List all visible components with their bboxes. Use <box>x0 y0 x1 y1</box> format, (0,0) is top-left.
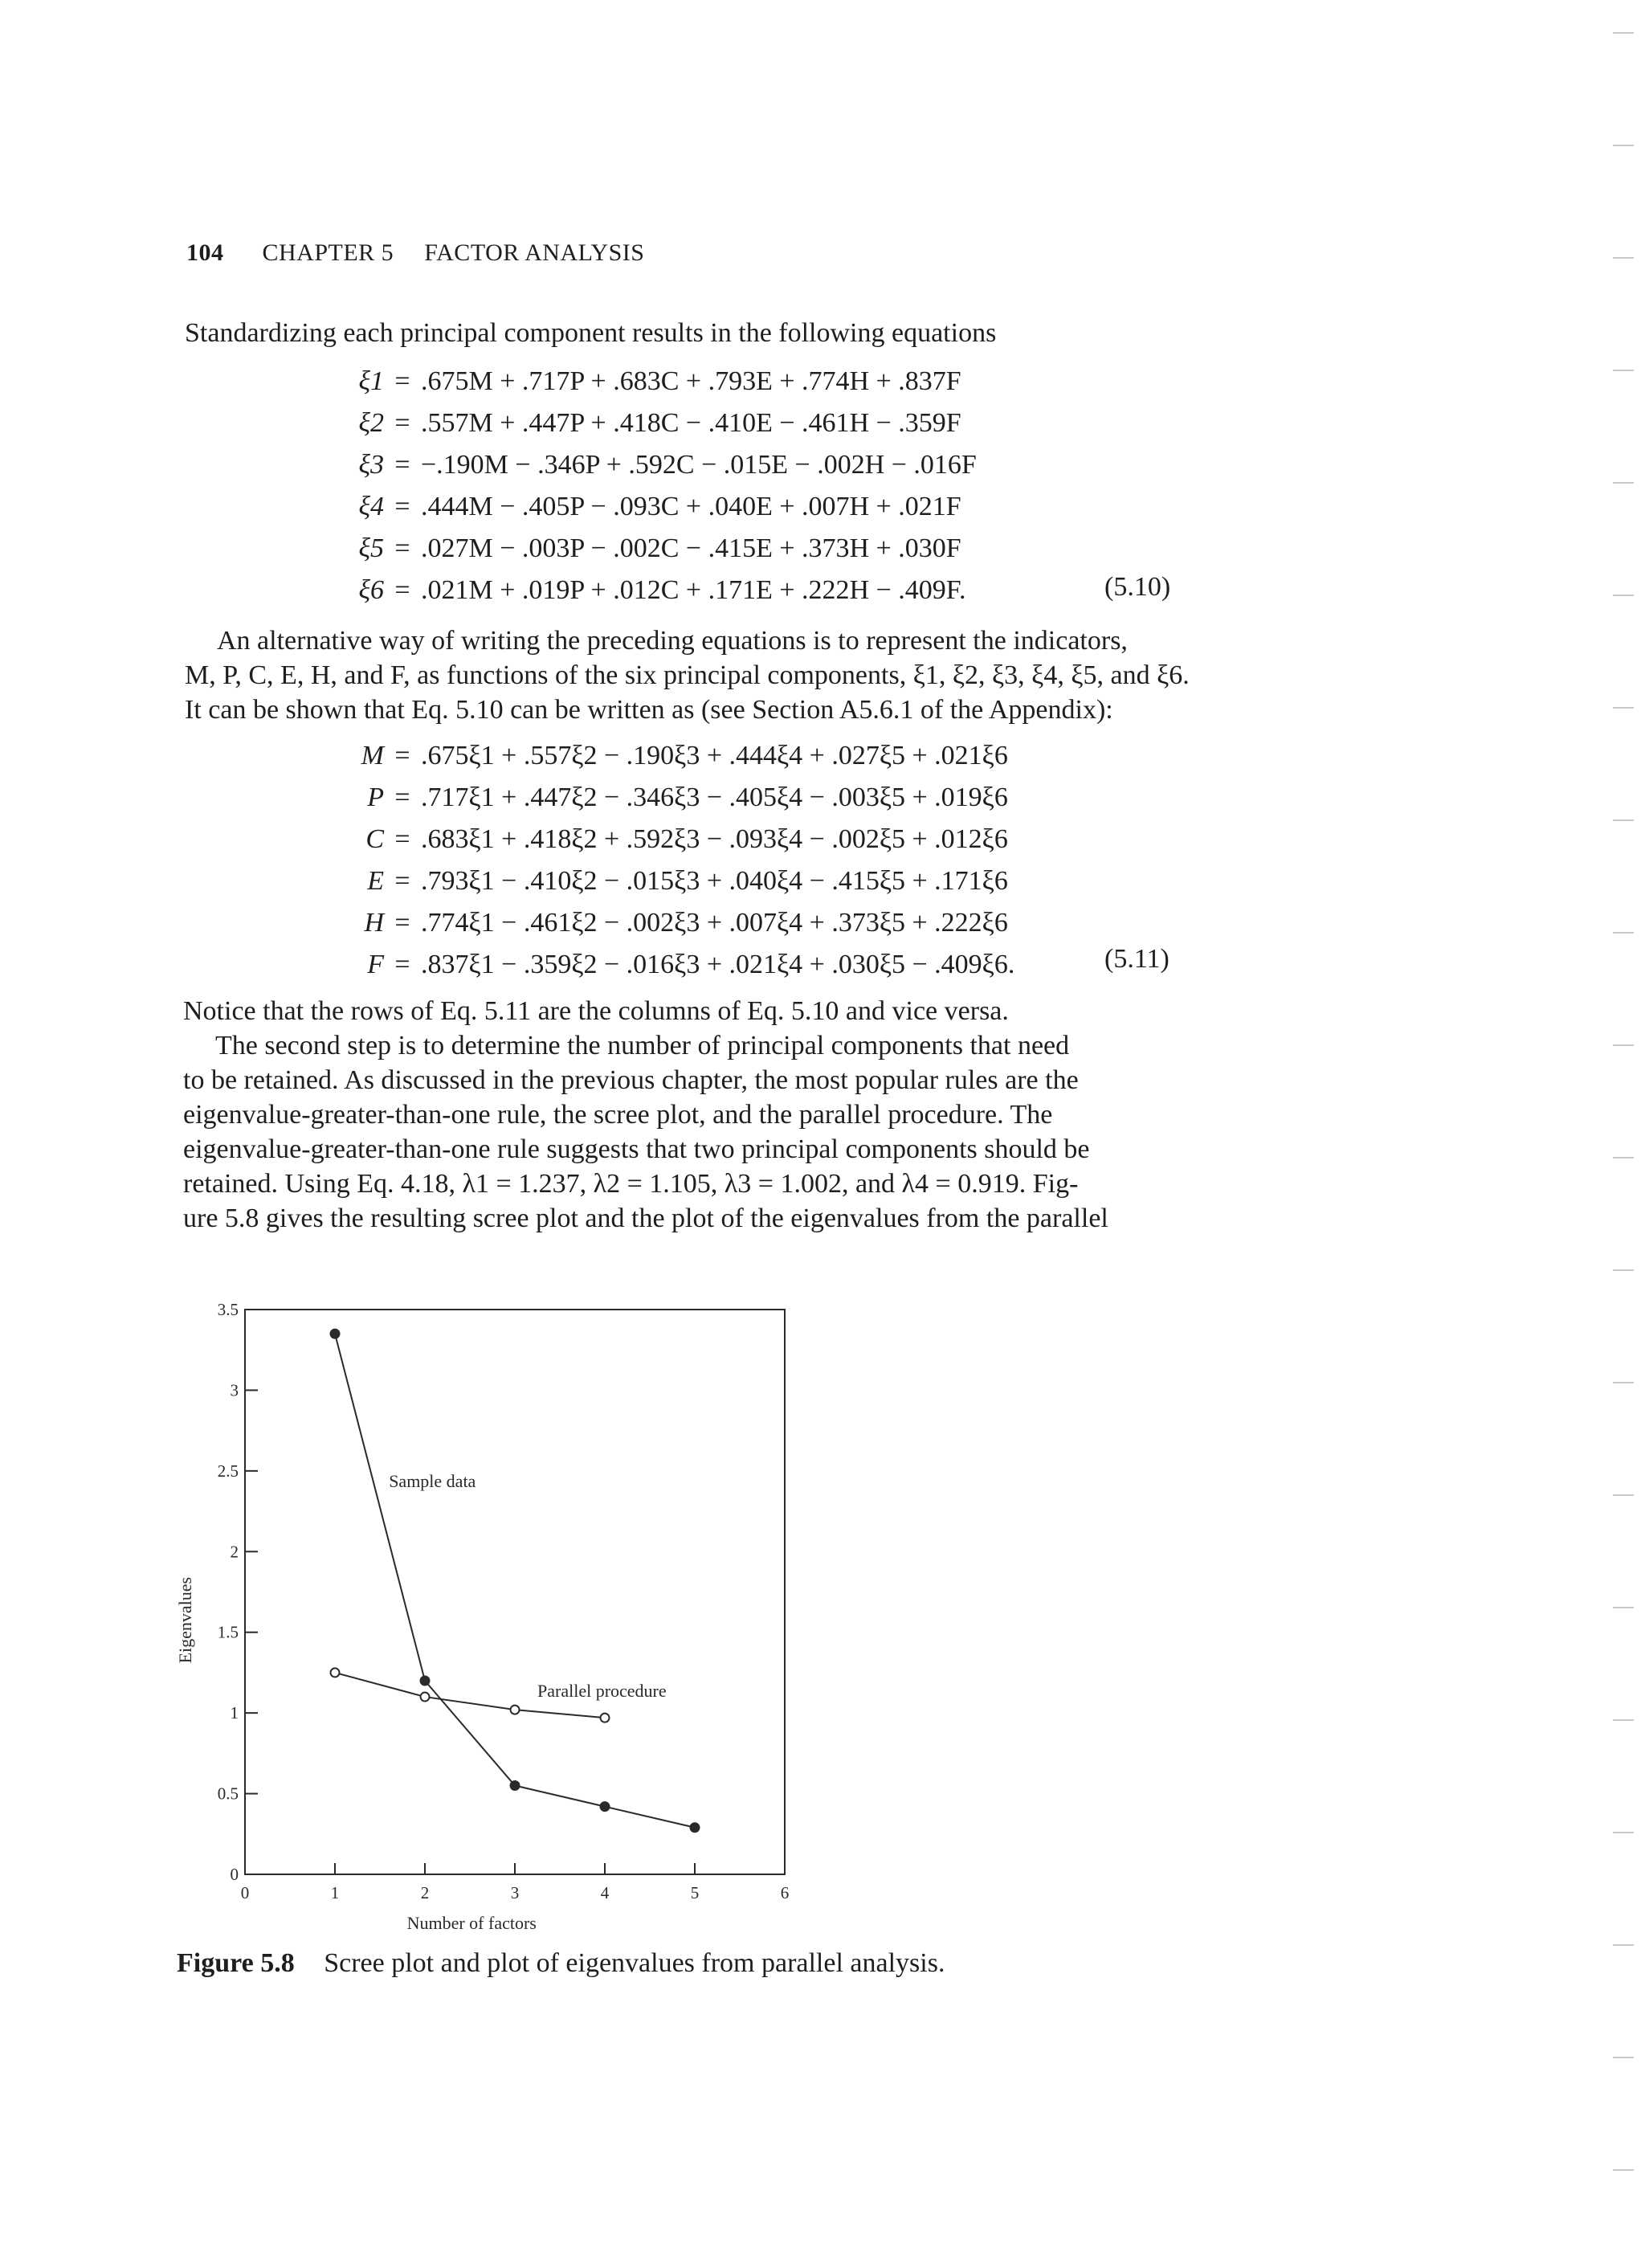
equation-lhs: ξ4 <box>358 492 384 521</box>
x-tick-label: 1 <box>330 1883 340 1902</box>
intro-paragraph <box>185 316 1181 350</box>
paragraph-retention <box>183 994 1182 1236</box>
equation-rhs: .444M − .405P − .093C + .040E + .007H + .021F <box>421 492 961 521</box>
y-tick-label: 2.5 <box>217 1461 239 1481</box>
equation-lhs: P <box>367 783 384 812</box>
equation-rhs: .675ξ1 + .557ξ2 − .190ξ3 + .444ξ4 + .027ξ5 + .021ξ6 <box>421 741 1008 770</box>
x-axis-label: Number of factors <box>406 1913 537 1933</box>
equation-row: E = .793ξ1 − .410ξ2 − .015ξ3 + .040ξ4 − .415ξ5 + .171ξ6 <box>321 860 1181 902</box>
equation-block-5-10 <box>321 361 1181 611</box>
edge-mark <box>1613 595 1634 596</box>
equation-row: C = .683ξ1 + .418ξ2 + .592ξ3 − .093ξ4 − .002ξ5 + .012ξ6 <box>321 819 1181 860</box>
equation-row: ξ2 = .557M + .447P + .418C − .410E − .461H − .359F <box>321 403 1181 444</box>
figure-label: Figure 5.8 <box>177 1948 295 1978</box>
equation-lhs: F <box>367 950 384 979</box>
edge-mark <box>1613 1269 1634 1271</box>
intro-line: Standardizing each principal component results in the following equations <box>185 318 997 348</box>
paragraph-line: An alternative way of writing the preceding equations is to represent the indicators, <box>217 626 1128 656</box>
running-header <box>186 239 644 267</box>
y-tick-label: 1.5 <box>217 1622 239 1642</box>
equation-lhs: ξ5 <box>358 533 384 563</box>
edge-mark <box>1613 1944 1634 1946</box>
paragraph-line: to be retained. As discussed in the previous chapter, the most popular rules are the <box>183 1065 1079 1095</box>
x-tick-label: 4 <box>600 1883 610 1902</box>
equation-rhs: .021M + .019P + .012C + .171E + .222H − .409F. <box>421 575 966 605</box>
paragraph-line: M, P, C, E, H, and F, as functions of the six principal components, ξ1, ξ2, ξ3, ξ4, ξ5, and ξ6. <box>185 660 1190 690</box>
equation-lhs: E <box>367 866 384 896</box>
y-tick-label: 0 <box>230 1865 239 1884</box>
edge-mark <box>1613 1494 1634 1496</box>
x-tick-label: 2 <box>420 1883 430 1902</box>
series-segment <box>605 1807 695 1828</box>
equation-lhs: H <box>364 908 384 938</box>
equation-rhs: .793ξ1 − .410ξ2 − .015ξ3 + .040ξ4 − .415ξ5 + .171ξ6 <box>421 866 1008 896</box>
equation-rhs: .027M − .003P − .002C − .415E + .373H + .030F <box>421 533 961 563</box>
x-tick-label: 3 <box>510 1883 520 1902</box>
parallel-procedure-point <box>601 1714 610 1722</box>
edge-mark <box>1613 2057 1634 2058</box>
equation-block-5-11 <box>321 735 1181 986</box>
series-segment <box>335 1334 425 1681</box>
chapter-label: CHAPTER 5 <box>262 239 394 266</box>
series-segment <box>425 1697 515 1710</box>
equation-rhs: .557M + .447P + .418C − .410E − .461H − .359F <box>421 408 961 438</box>
equation-row: F = .837ξ1 − .359ξ2 − .016ξ3 + .021ξ4 + .030ξ5 − .409ξ6. <box>321 944 1181 986</box>
edge-mark <box>1613 257 1634 259</box>
equation-lhs: ξ1 <box>358 366 384 396</box>
page-number: 104 <box>186 239 224 266</box>
paragraph-line: eigenvalue-greater-than-one rule suggests that two principal components should be <box>183 1134 1090 1164</box>
equation-row: P = .717ξ1 + .447ξ2 − .346ξ3 − .405ξ4 − .003ξ5 + .019ξ6 <box>321 777 1181 819</box>
parallel-procedure-point <box>331 1668 340 1677</box>
edge-mark <box>1613 2169 1634 2171</box>
caption-text: Scree plot and plot of eigenvalues from parallel analysis. <box>324 1948 945 1978</box>
edge-mark <box>1613 1044 1634 1046</box>
equation-lhs: C <box>365 824 384 854</box>
paragraph-line: It can be shown that Eq. 5.10 can be written as (see Section A5.6.1 of the Appendix): <box>185 695 1113 725</box>
equation-row: ξ6 = .021M + .019P + .012C + .171E + .222H − .409F. <box>321 570 1181 611</box>
equation-lhs: ξ2 <box>358 408 384 438</box>
equation-rhs: −.190M − .346P + .592C − .015E − .002H − .016F <box>421 450 977 480</box>
equation-number-5-10: (5.10) <box>1104 572 1171 602</box>
equation-row: ξ1 = .675M + .717P + .683C + .793E + .774H + .837F <box>321 361 1181 403</box>
sample-data-point <box>421 1676 430 1685</box>
series-segment <box>515 1786 605 1807</box>
equation-row: M = .675ξ1 + .557ξ2 − .190ξ3 + .444ξ4 + .027ξ5 + .021ξ6 <box>321 735 1181 777</box>
paragraph-line: eigenvalue-greater-than-one rule, the scree plot, and the parallel procedure. The <box>183 1100 1053 1130</box>
y-axis-label: Eigenvalues <box>175 1576 195 1664</box>
series-label-sample-data: Sample data <box>389 1470 476 1491</box>
sample-data-point <box>331 1330 340 1338</box>
edge-mark <box>1613 1157 1634 1159</box>
edge-mark <box>1613 1832 1634 1833</box>
equation-row: ξ3 = −.190M − .346P + .592C − .015E − .002H − .016F <box>321 444 1181 486</box>
series-label-parallel-procedure: Parallel procedure <box>537 1681 667 1702</box>
section-title: FACTOR ANALYSIS <box>424 239 645 266</box>
paragraph-line: Notice that the rows of Eq. 5.11 are the columns of Eq. 5.10 and vice versa. <box>183 996 1009 1026</box>
y-tick-label: 3 <box>230 1380 239 1400</box>
page-edge-marks <box>1597 0 1645 2268</box>
equation-rhs: .837ξ1 − .359ξ2 − .016ξ3 + .021ξ4 + .030ξ5 − .409ξ6. <box>421 950 1015 979</box>
parallel-procedure-point <box>511 1706 520 1714</box>
edge-mark <box>1613 1382 1634 1383</box>
scree-plot-chart <box>161 1285 819 1952</box>
edge-mark <box>1613 1607 1634 1608</box>
x-tick-label: 0 <box>240 1883 250 1902</box>
edge-mark <box>1613 145 1634 146</box>
equation-number-5-11: (5.11) <box>1104 944 1169 974</box>
series-segment <box>335 1673 425 1697</box>
equation-rhs: .683ξ1 + .418ξ2 + .592ξ3 − .093ξ4 − .002ξ5 + .012ξ6 <box>421 824 1008 854</box>
equation-rhs: .774ξ1 − .461ξ2 − .002ξ3 + .007ξ4 + .373ξ5 + .222ξ6 <box>421 908 1008 938</box>
equation-lhs: ξ3 <box>358 450 384 480</box>
series-segment <box>515 1710 605 1718</box>
sample-data-point <box>511 1781 520 1790</box>
equation-rhs: .675M + .717P + .683C + .793E + .774H + .837F <box>421 366 961 396</box>
equation-row: ξ4 = .444M − .405P − .093C + .040E + .007H + .021F <box>321 486 1181 528</box>
parallel-procedure-point <box>421 1693 430 1702</box>
y-tick-label: 3.5 <box>217 1300 239 1319</box>
y-tick-label: 0.5 <box>217 1784 239 1804</box>
paragraph-line: ure 5.8 gives the resulting scree plot and the plot of the eigenvalues from the parallel <box>183 1203 1108 1233</box>
edge-mark <box>1613 707 1634 709</box>
edge-mark <box>1613 482 1634 484</box>
series-segment <box>425 1681 515 1786</box>
edge-mark <box>1613 1719 1634 1721</box>
equation-row: ξ5 = .027M − .003P − .002C − .415E + .373H + .030F <box>321 528 1181 570</box>
edge-mark <box>1613 932 1634 934</box>
x-tick-label: 6 <box>780 1883 790 1902</box>
equation-row: H = .774ξ1 − .461ξ2 − .002ξ3 + .007ξ4 + .373ξ5 + .222ξ6 <box>321 902 1181 944</box>
sample-data-point <box>601 1802 610 1811</box>
paragraph-alternative <box>185 623 1190 727</box>
equation-lhs: M <box>361 741 384 770</box>
y-tick-label: 2 <box>230 1542 239 1562</box>
figure-caption <box>177 1948 945 1979</box>
x-tick-label: 5 <box>690 1883 700 1902</box>
y-tick-label: 1 <box>230 1703 239 1723</box>
edge-mark <box>1613 32 1634 34</box>
edge-mark <box>1613 819 1634 821</box>
paragraph-line: retained. Using Eq. 4.18, λ1 = 1.237, λ2 = 1.105, λ3 = 1.002, and λ4 = 0.919. Fig- <box>183 1169 1079 1199</box>
paragraph-line: The second step is to determine the number of principal components that need <box>215 1031 1070 1060</box>
equation-rhs: .717ξ1 + .447ξ2 − .346ξ3 − .405ξ4 − .003ξ5 + .019ξ6 <box>421 783 1008 812</box>
equation-lhs: ξ6 <box>358 575 384 605</box>
sample-data-point <box>691 1823 700 1832</box>
edge-mark <box>1613 370 1634 371</box>
